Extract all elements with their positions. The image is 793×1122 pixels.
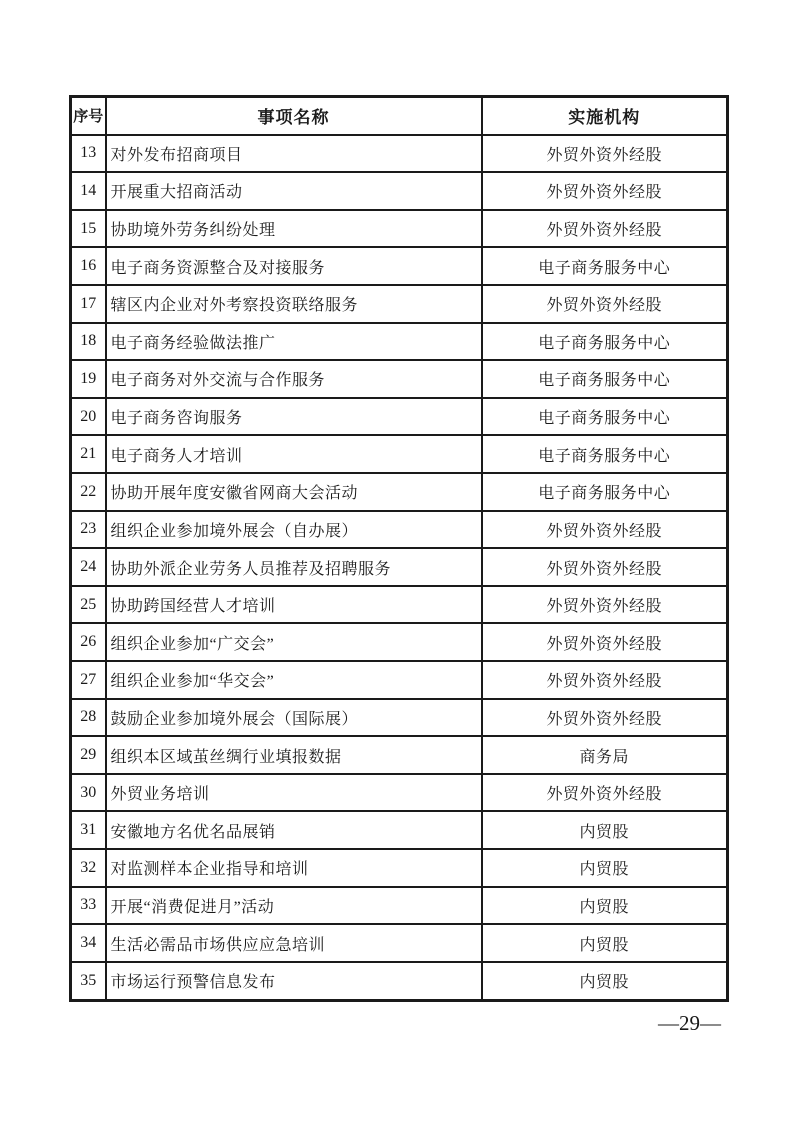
cell-name: 市场运行预警信息发布 xyxy=(106,962,482,1001)
cell-no: 26 xyxy=(71,623,106,661)
table-row xyxy=(71,548,728,586)
cell-no: 22 xyxy=(71,473,106,511)
cell-org: 外贸外资外经股 xyxy=(482,586,728,624)
table-row xyxy=(71,172,728,210)
cell-org: 外贸外资外经股 xyxy=(482,135,728,173)
col-header-name: 事项名称 xyxy=(106,97,482,135)
cell-name: 协助开展年度安徽省网商大会活动 xyxy=(106,473,482,511)
cell-no: 18 xyxy=(71,323,106,361)
cell-org: 外贸外资外经股 xyxy=(482,661,728,699)
cell-org: 电子商务服务中心 xyxy=(482,473,728,511)
table-row xyxy=(71,323,728,361)
cell-org: 外贸外资外经股 xyxy=(482,210,728,248)
cell-no: 13 xyxy=(71,135,106,173)
cell-name: 鼓励企业参加境外展会（国际展） xyxy=(106,699,482,737)
cell-name: 电子商务资源整合及对接服务 xyxy=(106,247,482,285)
cell-no: 28 xyxy=(71,699,106,737)
cell-no: 29 xyxy=(71,736,106,774)
cell-org: 内贸股 xyxy=(482,962,728,1001)
table-row xyxy=(71,887,728,925)
table-row xyxy=(71,398,728,436)
cell-org: 外贸外资外经股 xyxy=(482,172,728,210)
table-header xyxy=(71,97,728,135)
table-row xyxy=(71,135,728,173)
table-row xyxy=(71,623,728,661)
cell-org: 商务局 xyxy=(482,736,728,774)
table-row xyxy=(71,586,728,624)
cell-no: 31 xyxy=(71,811,106,849)
cell-org: 内贸股 xyxy=(482,924,728,962)
cell-org: 电子商务服务中心 xyxy=(482,435,728,473)
table-body xyxy=(71,135,728,1001)
cell-org: 外贸外资外经股 xyxy=(482,623,728,661)
table-row xyxy=(71,360,728,398)
cell-org: 外贸外资外经股 xyxy=(482,774,728,812)
table-row xyxy=(71,210,728,248)
cell-name: 开展重大招商活动 xyxy=(106,172,482,210)
cell-name: 电子商务经验做法推广 xyxy=(106,323,482,361)
page-number: —29— xyxy=(658,1011,721,1035)
cell-no: 21 xyxy=(71,435,106,473)
table-row xyxy=(71,285,728,323)
table-row xyxy=(71,435,728,473)
cell-name: 组织企业参加“华交会” xyxy=(106,661,482,699)
cell-no: 16 xyxy=(71,247,106,285)
table-row xyxy=(71,247,728,285)
col-header-no: 序号 xyxy=(71,97,106,135)
cell-org: 外贸外资外经股 xyxy=(482,548,728,586)
cell-no: 15 xyxy=(71,210,106,248)
cell-no: 24 xyxy=(71,548,106,586)
cell-name: 开展“消费促进月”活动 xyxy=(106,887,482,925)
cell-org: 电子商务服务中心 xyxy=(482,398,728,436)
cell-name: 组织企业参加“广交会” xyxy=(106,623,482,661)
cell-org: 内贸股 xyxy=(482,811,728,849)
cell-org: 电子商务服务中心 xyxy=(482,360,728,398)
cell-name: 组织本区域茧丝绸行业填报数据 xyxy=(106,736,482,774)
cell-org: 内贸股 xyxy=(482,849,728,887)
cell-name: 对监测样本企业指导和培训 xyxy=(106,849,482,887)
service-items-table xyxy=(69,95,729,1002)
cell-no: 17 xyxy=(71,285,106,323)
header-row xyxy=(71,97,728,135)
cell-no: 34 xyxy=(71,924,106,962)
cell-name: 电子商务咨询服务 xyxy=(106,398,482,436)
cell-no: 33 xyxy=(71,887,106,925)
cell-no: 14 xyxy=(71,172,106,210)
table-row xyxy=(71,511,728,549)
table-row xyxy=(71,699,728,737)
cell-name: 辖区内企业对外考察投资联络服务 xyxy=(106,285,482,323)
cell-name: 电子商务人才培训 xyxy=(106,435,482,473)
cell-name: 外贸业务培训 xyxy=(106,774,482,812)
table-row xyxy=(71,924,728,962)
cell-org: 外贸外资外经股 xyxy=(482,285,728,323)
cell-no: 35 xyxy=(71,962,106,1001)
cell-name: 协助跨国经营人才培训 xyxy=(106,586,482,624)
cell-org: 电子商务服务中心 xyxy=(482,247,728,285)
cell-org: 电子商务服务中心 xyxy=(482,323,728,361)
table-row xyxy=(71,849,728,887)
cell-name: 对外发布招商项目 xyxy=(106,135,482,173)
cell-no: 23 xyxy=(71,511,106,549)
cell-name: 电子商务对外交流与合作服务 xyxy=(106,360,482,398)
table-row xyxy=(71,736,728,774)
cell-no: 30 xyxy=(71,774,106,812)
table-row xyxy=(71,473,728,511)
cell-no: 25 xyxy=(71,586,106,624)
cell-org: 外贸外资外经股 xyxy=(482,511,728,549)
table-row xyxy=(71,661,728,699)
cell-name: 组织企业参加境外展会（自办展） xyxy=(106,511,482,549)
cell-org: 内贸股 xyxy=(482,887,728,925)
cell-name: 生活必需品市场供应应急培训 xyxy=(106,924,482,962)
cell-name: 安徽地方名优名品展销 xyxy=(106,811,482,849)
cell-no: 19 xyxy=(71,360,106,398)
cell-name: 协助外派企业劳务人员推荐及招聘服务 xyxy=(106,548,482,586)
col-header-org: 实施机构 xyxy=(482,97,728,135)
cell-name: 协助境外劳务纠纷处理 xyxy=(106,210,482,248)
cell-no: 20 xyxy=(71,398,106,436)
table-row xyxy=(71,774,728,812)
table-row xyxy=(71,962,728,1001)
cell-org: 外贸外资外经股 xyxy=(482,699,728,737)
table-row xyxy=(71,811,728,849)
cell-no: 32 xyxy=(71,849,106,887)
cell-no: 27 xyxy=(71,661,106,699)
